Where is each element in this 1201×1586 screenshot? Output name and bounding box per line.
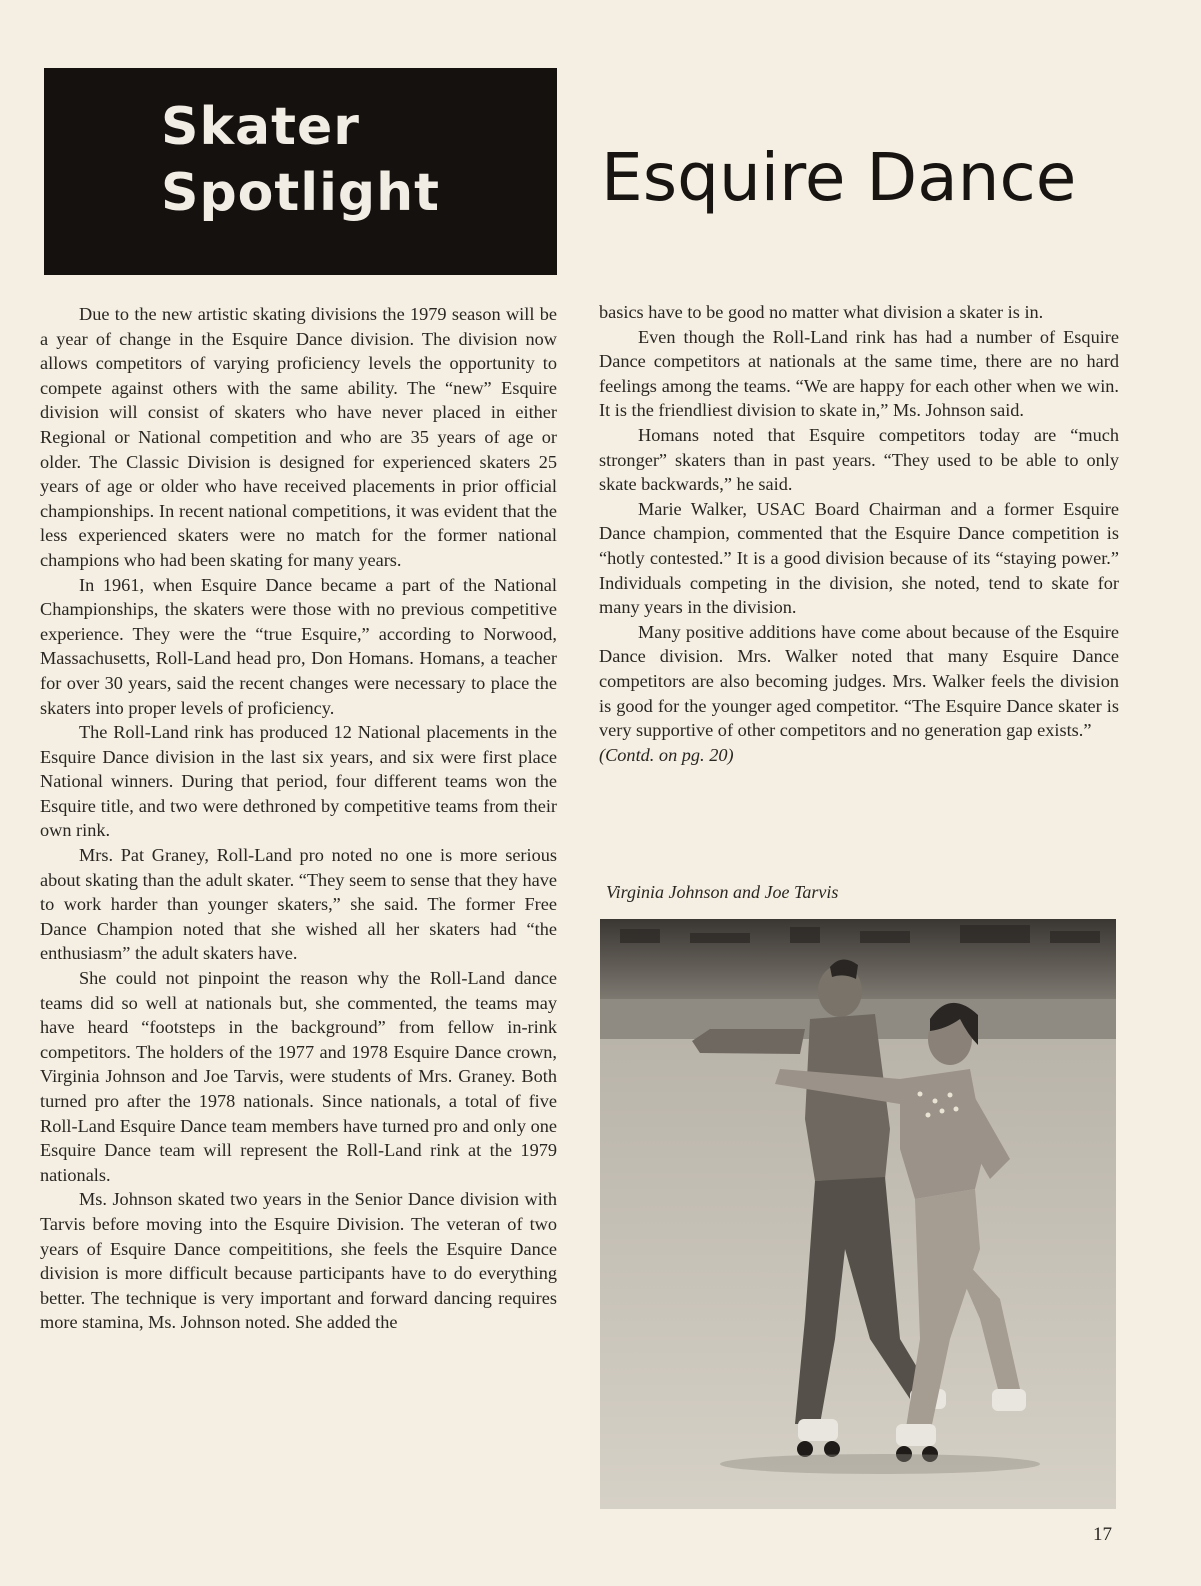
right-text-column [599, 300, 1119, 767]
paragraph: Mrs. Pat Graney, Roll-Land pro noted no one is more serious about skating than the adult skater. “They seem to sense that they have to work harder than younger skaters,” she said. The former Free Dance Champion noted that she wished all her skaters had “the enthusiasm” the adult skaters have. [40, 845, 557, 964]
paragraph: The Roll-Land rink has produced 12 National placements in the Esquire Dance division in the last six years, and six were first place National winners. During that period, four different teams won the Esquire title, and two were dethroned by competitive teams from their own rink. [40, 722, 557, 841]
paragraph: Many positive additions have come about because of the Esquire Dance division. Mrs. Walker noted that many Esquire Dance competitors are also becoming judges. Mrs. Walker feels the division is good for the younger aged competitor. “The Esquire Dance skater is very supportive of other competitors and no generation gap exists.” [599, 621, 1119, 741]
left-text-column [40, 302, 557, 1335]
photo-caption: Virginia Johnson and Joe Tarvis [606, 882, 839, 902]
banner-line-2: Spotlight [161, 163, 441, 223]
banner-line-1: Skater [161, 97, 360, 157]
paragraph: Due to the new artistic skating divisions the 1979 season will be a year of change in the Esquire Dance division. The division now allows competitors of varying proficiency levels the opportunity to compete against others with the same ability. The “new” Esquire division will consist of skaters who have never placed in either Regional or National competition and who are 35 years of age or older. The Classic Division is designed for experienced skaters 25 years of age or older who have received placements in prior official championships. In recent national competitions, it was evident that the less experienced skaters were no match for the former national champions who had been skating for many years. [40, 304, 557, 570]
paragraph-continuation: basics have to be good no matter what division a skater is in. [599, 302, 1044, 322]
skater-spotlight-banner [44, 68, 557, 275]
paragraph: In 1961, when Esquire Dance became a part of the National Championships, the skaters were those with no previous competitive experience. They were the “true Esquire,” according to Norwood, Massachusetts, Roll-Land head pro, Don Homans. Homans, a teacher for over 30 years, said the recent changes were necessary to place the skaters into proper levels of proficiency. [40, 574, 557, 718]
paragraph: She could not pinpoint the reason why the Roll-Land dance teams did so well at nationals but, she commented, the teams may have heard “footsteps in the background” from fellow in-rink competitors. The holders of the 1977 and 1978 Esquire Dance crown, Virginia Johnson and Joe Tarvis, were students of Mrs. Graney. Both turned pro after the 1978 nationals. Since nationals, a total of five Roll-Land Esquire Dance team members have turned pro and only one Esquire Dance team will represent the Roll-Land rink at the 1979 nationals. [40, 968, 557, 1185]
page-number: 17 [1093, 1524, 1112, 1545]
continued-note: (Contd. on pg. 20) [599, 744, 734, 765]
paragraph: Ms. Johnson skated two years in the Senior Dance division with Tarvis before moving into the Esquire Division. The veteran of two years of Esquire Dance compeititions, she feels the Esquire Dance division is more difficult because participants have to do everything better. The technique is very important and forward dancing requires more stamina, Ms. Johnson noted. She added the [40, 1189, 557, 1333]
paragraph: Even though the Roll-Land rink has had a number of Esquire Dance competitors at nationals at the same time, there are no hard feelings among the teams. “We are happy for each other when we win. It is the friendliest division to skate in,” Ms. Johnson said. [599, 326, 1119, 421]
paragraph: Marie Walker, USAC Board Chairman and a former Esquire Dance champion, commented that the Esquire Dance competition is “hotly contested.” It is a good division because of its “staying power.” Individuals competing in the division, she noted, tend to skate for many years in the division. [599, 498, 1119, 618]
article-headline: Esquire Dance [601, 139, 1077, 216]
skaters-photo [600, 919, 1116, 1509]
skaters-photo-illustration [600, 919, 1116, 1509]
paragraph: Homans noted that Esquire competitors today are “much stronger” skaters than in past years. “They used to be able to only skate backwards,” he said. [599, 424, 1119, 495]
